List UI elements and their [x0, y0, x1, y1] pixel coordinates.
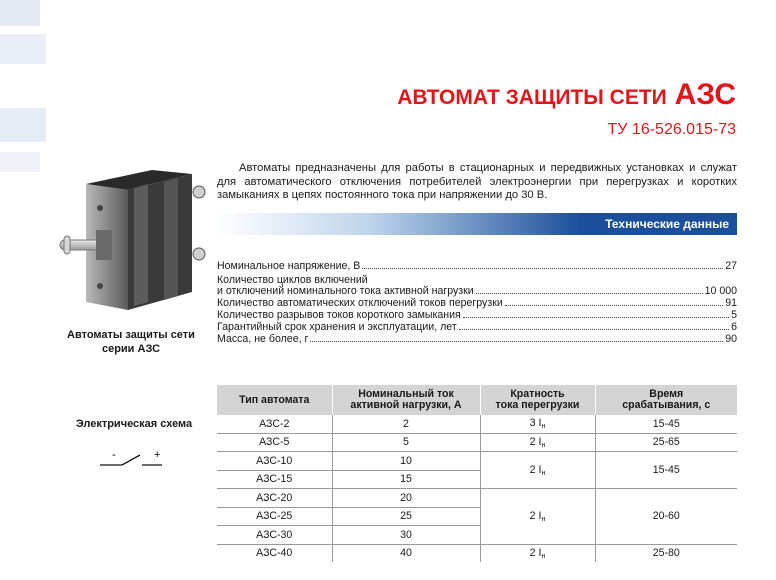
leader-dots	[505, 305, 723, 306]
ratio-cell: 2 $I_н$	[480, 433, 595, 452]
page-title-text: АВТОМАТ ЗАЩИТЫ СЕТИ	[397, 86, 667, 109]
table-row	[217, 452, 737, 471]
type-cell: АЗС-20	[217, 489, 332, 508]
leader-dots	[463, 317, 729, 318]
photo-caption-line: Автоматы защиты сети	[67, 329, 195, 341]
leader-dots	[476, 293, 703, 294]
table-row	[217, 415, 737, 433]
spec-value: 90	[725, 333, 737, 345]
spec-row	[217, 309, 737, 321]
spec-value: 10 000	[704, 285, 737, 297]
spec-label: Количество автоматических отключений токов перегрузки	[217, 297, 503, 309]
current-cell: 25	[332, 507, 480, 526]
table-header-row	[217, 385, 737, 415]
current-cell: 20	[332, 489, 480, 508]
time-cell: 15-45	[595, 415, 737, 433]
spec-value: 5	[731, 309, 737, 321]
spec-row	[217, 273, 737, 297]
table-row	[217, 433, 737, 452]
spec-row	[217, 321, 737, 333]
spec-row	[217, 297, 737, 309]
intro-paragraph: Автоматы предназначены для работы в стационарных и передвижных установках и служат для автоматического отключения потребителей электроэнергии при перегрузках и коротких замыканиях в цепях постоянного тока при напряжении до 30 В.	[217, 162, 737, 201]
type-cell: АЗС-25	[217, 507, 332, 526]
time-cell: 25-65	[595, 433, 737, 452]
ratio-cell: 2 $I_н$	[480, 489, 595, 545]
breaker-photo	[56, 160, 216, 320]
column-header: Время срабатывания, с	[595, 385, 737, 415]
spec-label: Номинальное напряжение, В	[217, 260, 361, 272]
spec-value: 91	[725, 297, 737, 309]
leader-dots	[459, 329, 729, 330]
spec-value: 27	[725, 260, 737, 272]
ratio-cell: 2 $I_н$	[480, 452, 595, 489]
photo-caption	[56, 328, 206, 356]
type-cell: АЗС-30	[217, 526, 332, 545]
page-title-code: АЗС	[674, 78, 736, 111]
photo-caption-line: серии АЗС	[101, 343, 161, 355]
type-cell: АЗС-40	[256, 547, 293, 560]
type-cell: АЗС-15	[217, 470, 332, 489]
ratio-cell: 3 $I_н$	[480, 415, 595, 433]
column-header: Кратность тока перегрузки	[480, 385, 595, 415]
leader-dots	[362, 268, 723, 269]
spec-label: Масса, не более, г	[217, 333, 309, 345]
type-cell: АЗС-2	[217, 415, 332, 433]
current-cell: 10	[332, 452, 480, 471]
spec-value: 6	[731, 321, 737, 333]
background-tile	[0, 0, 40, 26]
tech-section-header	[217, 213, 737, 235]
current-cell: 15	[332, 470, 480, 489]
column-header: Тип автомата	[217, 385, 332, 415]
table-row	[217, 544, 737, 562]
spec-list	[217, 260, 737, 345]
spec-code: ТУ 16-526.015-73	[607, 121, 736, 138]
column-header: Номинальный ток активной нагрузки, А	[332, 385, 480, 415]
type-cell: АЗС-10	[217, 452, 332, 471]
page-title	[397, 78, 736, 112]
time-cell: 25-80	[595, 544, 737, 562]
breaker-types-table	[217, 385, 737, 562]
current-cell: 40	[332, 544, 480, 562]
table-row	[217, 489, 737, 508]
spec-label: Количество разрывов токов короткого замыкания	[217, 309, 461, 321]
plus-terminal: +	[154, 449, 161, 461]
spec-row	[217, 260, 737, 273]
time-cell: 20-60	[595, 489, 737, 545]
spec-label: Количество циклов включений и отключений номинального тока активной нагрузки	[217, 274, 474, 297]
minus-terminal: -	[112, 449, 116, 461]
spec-row	[217, 333, 737, 345]
tech-section-title: Технические данные	[605, 217, 729, 231]
schema-title: Электрическая схема	[75, 418, 193, 430]
current-cell: 30	[332, 526, 480, 545]
current-cell: 5	[332, 433, 480, 452]
spec-label: Гарантийный срок хранения и эксплуатации, лет	[217, 321, 457, 333]
circuit-diagram	[98, 447, 168, 469]
ratio-cell: 2 $I_н$	[480, 544, 595, 562]
background-tile	[0, 34, 46, 64]
time-cell: 15-45	[595, 452, 737, 489]
current-cell: 2	[332, 415, 480, 433]
background-tile	[0, 152, 40, 172]
background-tile	[0, 108, 46, 142]
type-cell: АЗС-5	[217, 433, 332, 452]
leader-dots	[310, 341, 723, 342]
